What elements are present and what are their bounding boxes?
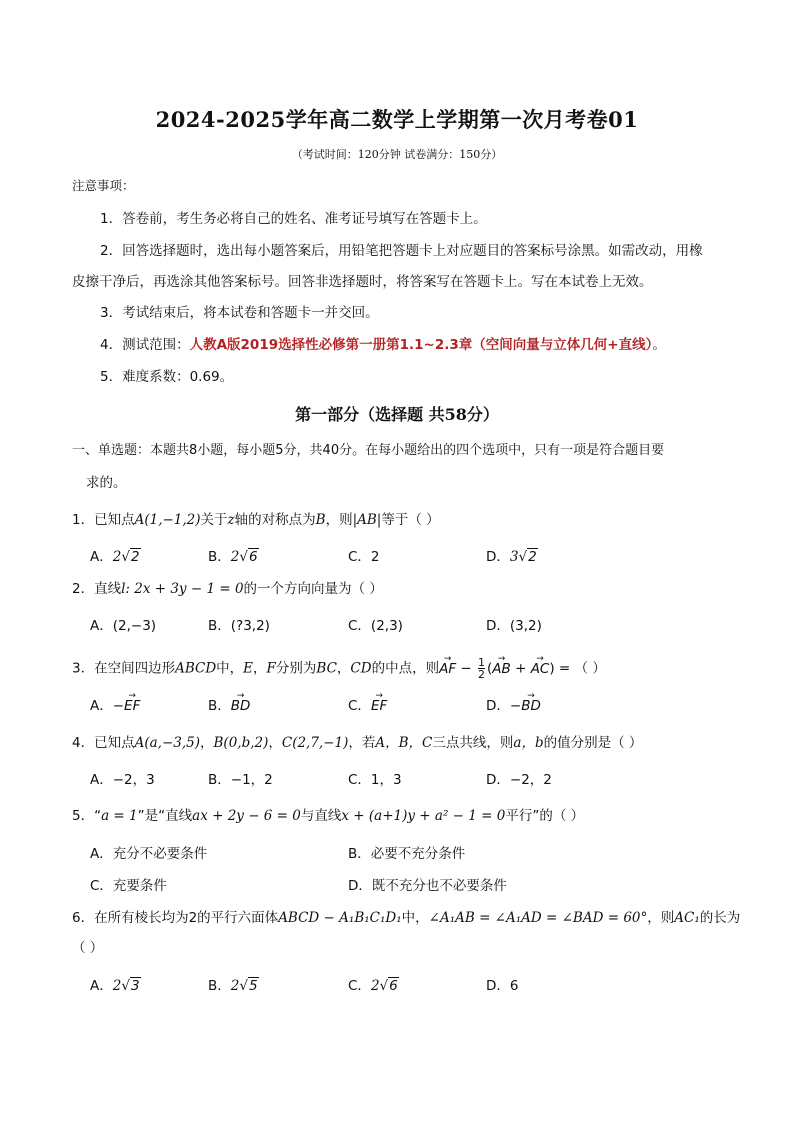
- q6-math-ac1: AC₁: [674, 910, 700, 926]
- q4-option-c[interactable]: C．1，3: [348, 772, 402, 788]
- q4-text-b: ，: [200, 735, 214, 751]
- q4-option-a[interactable]: A．−2，3: [90, 772, 155, 788]
- q3-text-e: ，: [336, 660, 351, 677]
- q1-option-d[interactable]: D．3√2: [486, 549, 537, 565]
- q6-option-c[interactable]: C．2√6: [348, 978, 398, 994]
- note-2-line2: 皮擦干净后，再选涂其他答案标号。回答非选择题时，将答案写在答题卡上。写在本试卷上无效。: [72, 274, 653, 290]
- q1-option-b-coef: 2: [230, 549, 240, 565]
- q1-option-b[interactable]: B．2√6: [208, 549, 258, 565]
- q3-option-a[interactable]: [90, 696, 140, 716]
- q3-frac-num: 1: [478, 656, 485, 669]
- q3-fraction: [478, 657, 485, 680]
- q5-option-a[interactable]: A．充分不必要条件: [90, 846, 208, 862]
- exam-title: 2024-2025学年高二数学上学期第一次月考卷01: [155, 107, 639, 132]
- q4-text-c: ，: [268, 735, 282, 751]
- part1-intro-line1: 一、单选题：本题共8小题，每小题5分，共40分。在每小题给出的四个选项中，只有一项是符合题目要: [72, 443, 665, 458]
- q5-option-b[interactable]: B．必要不充分条件: [348, 846, 466, 862]
- q6-option-a-coef: 2: [112, 978, 122, 994]
- q6-math-solid: ABCD − A₁B₁C₁D₁: [278, 910, 402, 926]
- q6-option-a[interactable]: A．2√3: [90, 978, 140, 994]
- q2-math-line: l: 2x + 3y − 1 = 0: [121, 581, 244, 597]
- question-1-stem: [72, 510, 440, 530]
- note-4: [100, 335, 666, 355]
- part1-intro-line2: 求的。: [86, 475, 127, 491]
- q6-text-c: ，则: [647, 910, 675, 926]
- q2-option-c[interactable]: C．(2,3): [348, 618, 403, 634]
- note-5: 5．难度系数：0.69。: [100, 369, 234, 385]
- q6-option-b[interactable]: B．2√5: [208, 978, 258, 994]
- q1-option-d-radicand: 2: [528, 549, 537, 565]
- q2-text-b: 的一个方向向量为（ ）: [243, 581, 383, 597]
- q1-option-a-coef: 2: [112, 549, 122, 565]
- q3-minus: −: [456, 660, 476, 677]
- q4-text-f: 的值分别是（ ）: [543, 735, 643, 751]
- q4-option-d[interactable]: D．−2，2: [486, 772, 552, 788]
- q1-text-d: ，则: [325, 512, 353, 528]
- q3-option-c[interactable]: [348, 696, 387, 716]
- q3-text-b: 中，: [216, 660, 244, 677]
- question-3-stem: 3．在空间四边形ABCD中，E，F分别为BC，CD的中点，则→ AF − $\frac{1}{2}$ (→ AB + → AC) = （ ）: [72, 657, 606, 680]
- question-4-stem: [72, 733, 642, 753]
- q3-option-a-label: A．−: [90, 698, 125, 714]
- q2-text-a: 2．直线: [72, 581, 122, 597]
- q3-math-f: F: [266, 660, 276, 677]
- q5-math-cond: a = 1: [101, 808, 138, 824]
- q5-text-a: 5．“: [72, 808, 102, 824]
- q1-option-b-label: B．: [208, 549, 231, 565]
- q4-text-e: 三点共线，则: [432, 735, 514, 751]
- q2-option-d[interactable]: D．(3,2): [486, 618, 542, 634]
- q6-option-b-coef: 2: [230, 978, 240, 994]
- q3-option-a-vector: → EF: [124, 696, 140, 716]
- q6-text-a: 6．在所有棱长均为2的平行六面体: [72, 910, 279, 926]
- q1-option-d-coef: 3: [509, 549, 519, 565]
- q4-math-a: A(a,−3,5): [134, 735, 200, 751]
- notes-heading: 注意事项：: [72, 178, 135, 193]
- q3-option-b[interactable]: [208, 696, 250, 716]
- q3-math-e: E: [243, 660, 254, 677]
- q1-math-axis: z: [227, 512, 235, 528]
- q5-math-line1: ax + 2y − 6 = 0: [192, 808, 301, 824]
- q3-text-g: = （ ）: [554, 660, 606, 677]
- q1-math-point-b: B: [315, 512, 326, 528]
- q1-option-a-radicand: 2: [130, 549, 140, 565]
- q4-text-d: ，若: [348, 735, 376, 751]
- q2-option-b[interactable]: B．(?3,2): [208, 618, 270, 634]
- question-2-stem: [72, 579, 383, 599]
- q4-math-c: C(2,7,−1): [281, 735, 349, 751]
- q5-text-b: ”是“直线: [137, 808, 193, 824]
- q1-option-a[interactable]: A．2√2: [90, 549, 140, 565]
- q6-option-d[interactable]: D．6: [486, 978, 519, 994]
- q1-option-d-label: D．: [486, 549, 510, 565]
- q1-option-c[interactable]: C．2: [348, 549, 380, 565]
- q3-text-d: 分别为: [275, 660, 317, 677]
- q3-option-c-vector: → EF: [371, 696, 387, 716]
- q4-math-ab: a，b: [513, 735, 544, 751]
- q3-option-d-vector: → BD: [521, 696, 541, 716]
- q4-text-a: 4．已知点: [72, 735, 135, 751]
- q3-math-bc: BC: [316, 660, 337, 677]
- q3-plus: +: [510, 660, 531, 677]
- q4-math-b: B(0,b,2): [213, 735, 269, 751]
- question-6-stem: [72, 908, 740, 928]
- q4-math-points: A，B，C: [375, 735, 433, 751]
- exam-subtitle: （考试时间：120分钟 试卷满分：150分）: [291, 148, 503, 161]
- q3-math-cd: CD: [350, 660, 372, 677]
- part1-title: 第一部分（选择题 共58分）: [295, 405, 499, 424]
- q1-text-a: 1．已知点: [72, 512, 135, 528]
- note-4-scope: 人教A版2019选择性必修第一册第1.1~2.3章（空间向量与立体几何+直线）: [189, 337, 653, 353]
- q1-option-a-label: A．: [90, 549, 113, 565]
- q6-option-a-label: A．: [90, 978, 113, 994]
- q1-math-point-a: A(1,−1,2): [134, 512, 201, 528]
- question-5-stem: [72, 806, 584, 826]
- q4-option-b[interactable]: B．−1，2: [208, 772, 273, 788]
- q6-option-c-label: C．: [348, 978, 371, 994]
- q1-text-c: 轴的对称点为: [234, 512, 316, 528]
- q1-math-distance: |AB|: [352, 512, 382, 528]
- q3-math-quad: ABCD: [175, 660, 217, 677]
- q3-frac-den: 2: [478, 668, 485, 681]
- q1-text-b: 关于: [200, 512, 228, 528]
- q3-vector-ab: → AB: [492, 659, 511, 679]
- q3-text-c: ，: [253, 660, 267, 677]
- note-1: 1．答卷前，考生务必将自己的姓名、准考证号填写在答题卡上。: [100, 211, 487, 227]
- q6-option-b-radicand: 5: [248, 978, 258, 994]
- q5-option-d[interactable]: D．既不充分也不必要条件: [348, 878, 507, 894]
- q3-text-a: 3．在空间四边形: [72, 660, 176, 677]
- q3-text-f: 的中点，则: [371, 660, 440, 677]
- q5-option-c[interactable]: C．充要条件: [90, 878, 167, 894]
- q6-option-c-coef: 2: [370, 978, 380, 994]
- q6-option-c-radicand: 6: [389, 978, 398, 994]
- note-4-prefix: 4．测试范围：: [100, 337, 190, 353]
- q3-option-d-label: D．−: [486, 698, 522, 714]
- note-4-suffix: 。: [652, 337, 666, 353]
- q3-option-d[interactable]: [486, 696, 541, 716]
- q6-text-d: 的长为: [699, 910, 741, 926]
- q5-text-d: 平行”的（ ）: [505, 808, 585, 824]
- q5-text-c: 与直线: [300, 808, 342, 824]
- q6-math-angles: ∠A₁AB = ∠A₁AD = ∠BAD = 60°: [428, 910, 648, 926]
- q3-option-c-label: C．: [348, 698, 371, 714]
- note-2-line1: 2．回答选择题时，选出每小题答案后，用铅笔把答题卡上对应题目的答案标号涂黑。如需改动，用橡: [100, 243, 703, 259]
- q2-option-a[interactable]: A．(2,−3): [90, 618, 157, 634]
- q6-text-b: 中，: [401, 910, 429, 926]
- q1-text-e: 等于（ ）: [381, 512, 440, 528]
- q3-option-b-vector: → BD: [231, 696, 251, 716]
- question-6-stem-line2: （ ）: [72, 940, 104, 956]
- q6-option-a-radicand: 3: [130, 978, 140, 994]
- q5-math-line2: x + (a+1)y + a² − 1 = 0: [341, 808, 506, 824]
- q3-vector-ac: → AC: [531, 659, 550, 679]
- q3-option-b-label: B．: [208, 698, 231, 714]
- q6-option-b-label: B．: [208, 978, 231, 994]
- q1-option-b-radicand: 6: [248, 549, 258, 565]
- note-3: 3．考试结束后，将本试卷和答题卡一并交回。: [100, 305, 379, 321]
- q3-vector-af: → AF: [439, 659, 456, 679]
